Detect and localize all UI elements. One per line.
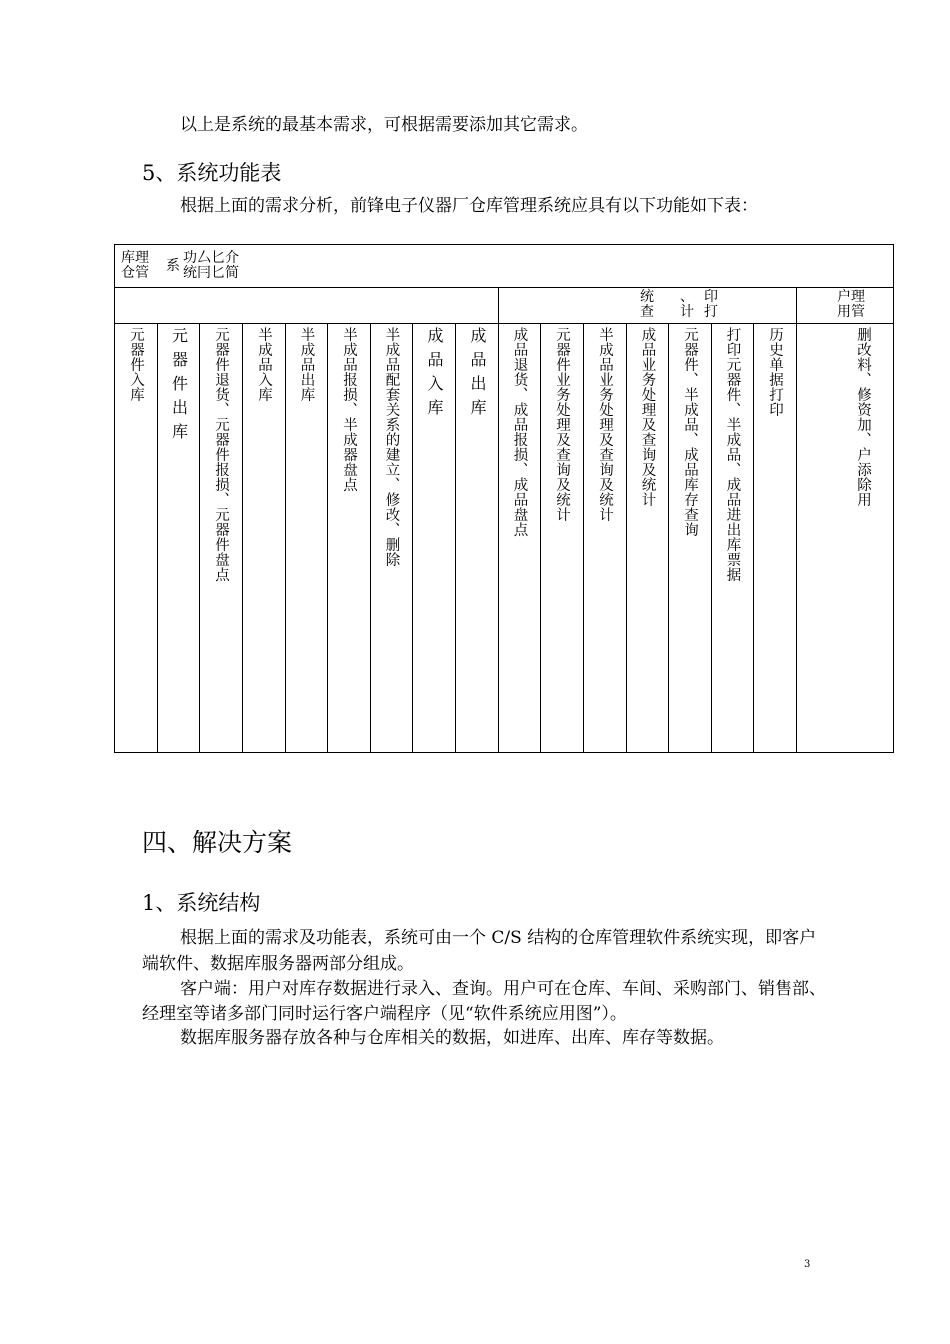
function-cell: [456, 324, 499, 753]
function-label: 半成品配套关系的建立、修改、删除: [383, 327, 400, 567]
group-label: 、: [680, 289, 694, 305]
section1-title: 1、系统结构: [142, 891, 261, 915]
function-label: 成品退货、成品报损、成品盘点: [511, 327, 528, 537]
function-label: 元器件退货、元器件报损、元器件盘点: [213, 327, 229, 582]
page-number: 3: [804, 1259, 811, 1270]
para3-line1: 数据库服务器存放各种与仓库相关的数据，如进库、出库、库存等数据。: [180, 1028, 724, 1048]
title-line2: 仓管: [121, 265, 149, 281]
group-query-print-cell: [499, 288, 797, 324]
function-cell: [286, 324, 328, 753]
function-label: 半成品报损、半成器盘点: [341, 327, 357, 492]
group-label: 查: [640, 304, 654, 320]
function-cell: [627, 324, 669, 753]
group-blank-cell: [115, 288, 499, 324]
group-label: 计: [680, 304, 694, 320]
para2-line2: 经理室等诸多部门同时运行客户端程序（见“软件系统应用图”）。: [142, 1004, 627, 1024]
function-cell: [669, 324, 712, 753]
group-label: 户理: [837, 289, 865, 305]
function-cell: [797, 324, 894, 753]
title-line1b: 功厶匕介: [183, 250, 239, 266]
function-label: 元器件业务处理及查询及统计: [554, 327, 570, 522]
function-label: 成品业务处理及查询及统计: [639, 327, 656, 507]
group-label: 印: [704, 289, 718, 305]
function-table: [114, 244, 894, 753]
function-cell: [115, 324, 158, 753]
function-label: 元器件出库: [169, 327, 189, 447]
function-cell: [712, 324, 754, 753]
function-label: 半成品业务处理及查询及统计: [597, 327, 613, 522]
function-cell: [499, 324, 541, 753]
para1-line2: 端软件、数据库服务器两部分组成。: [142, 954, 414, 974]
title-line2b: 统冃匕简: [183, 265, 239, 281]
function-label: 删改料、修资加、户添除用: [855, 327, 871, 507]
title-xi: 系: [166, 258, 180, 274]
function-cell: [413, 324, 456, 753]
function-cell: [584, 324, 627, 753]
section5-title: 5、系统功能表: [142, 161, 282, 185]
title-line1: 库理: [121, 250, 149, 266]
function-label: 历史单据打印: [767, 327, 783, 417]
function-label: 半成品出库: [298, 327, 315, 402]
group-user-cell: [797, 288, 894, 324]
function-cell: [200, 324, 243, 753]
function-label: 成品入库: [425, 327, 444, 423]
function-label: 元器件、半成品、成品库存查询: [682, 327, 698, 537]
para1-line1: 根据上面的需求及功能表，系统可由一个 C/S 结构的仓库管理软件系统实现，即客户: [180, 928, 817, 948]
function-label: 成品出库: [468, 327, 487, 423]
function-cell: [328, 324, 371, 753]
group-label: 用管: [837, 304, 865, 320]
function-label: 半成品入库: [256, 327, 272, 402]
group-label: 打: [704, 304, 718, 320]
function-label: 打印元器件、半成品、成品进出库票据: [724, 327, 741, 582]
function-label: 元器件入库: [128, 327, 144, 402]
group-label: 统: [640, 289, 654, 305]
section5-lead: 根据上面的需求分析，前锋电子仪器厂仓库管理系统应具有以下功能如下表：: [180, 196, 758, 216]
function-cell: [158, 324, 200, 753]
function-cell: [541, 324, 584, 753]
intro-line: 以上是系统的最基本需求，可根据需要添加其它需求。: [180, 115, 588, 135]
table-title-cell: [115, 245, 894, 288]
para2-line1: 客户端：用户对库存数据进行录入、查询。用户可在仓库、车间、采购部门、销售部、: [180, 979, 826, 999]
function-cell: [754, 324, 797, 753]
function-cell: [243, 324, 286, 753]
chapter4-title: 四、解决方案: [142, 828, 293, 857]
function-cell: [371, 324, 413, 753]
